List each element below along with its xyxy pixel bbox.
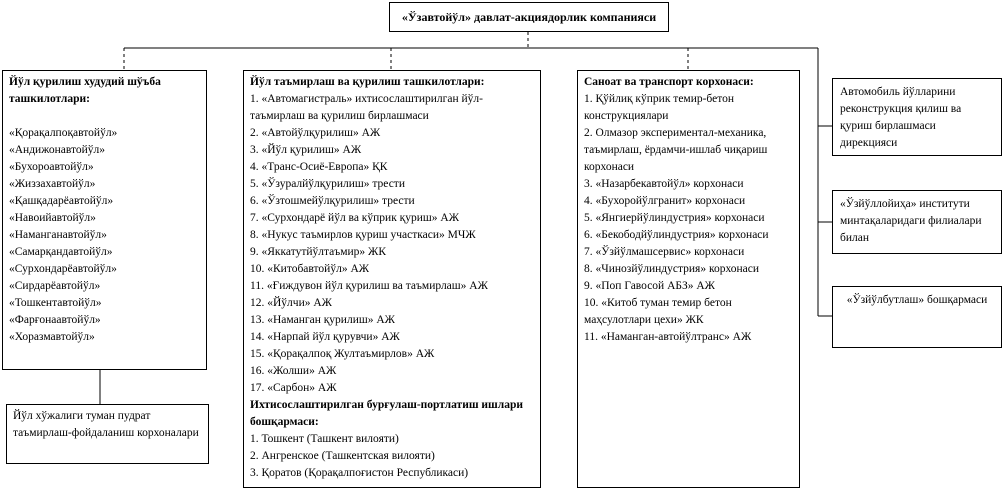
list-item: 7. «Сурхондарё йўл ва кўприк қуриш» АЖ [250,212,459,224]
list-item: «Жиззахавтойўл» [9,178,96,190]
list-item: 16. «Жолши» АЖ [250,365,337,377]
list-item: «Сирдарёавтойўл» [9,280,101,292]
list-item: 8. «Чинозйўлиндустрия» корхонаси [584,263,760,275]
repair-construction-box [243,70,541,488]
district-enterprises-box: Йўл хўжалиги туман пудрат таъмирлаш-фойдаланиш корхоналари [6,404,209,464]
list-item: «Фарғонаавтойўл» [9,314,101,326]
list-item: 1. Тошкент (Ташкент вилояти) [250,433,399,445]
regional-list [9,125,200,346]
repair-header: Йўл таъмирлаш ва қурилиш ташкилотлари: [250,76,485,88]
list-item: 8. «Нукус таъмирлов қуриш участкаси» МЧЖ [250,229,476,241]
list-item: 17. «Сарбон» АЖ [250,382,337,394]
list-item: 9. «Поп Гавосой АБЗ» АЖ [584,280,715,292]
industry-header: Саноат ва транспорт корхонаси: [584,76,754,88]
list-item: «Наманганавтойўл» [9,229,107,241]
list-item: 1. Қўйлиқ кўприк темир-бетон конструкциялари [584,93,735,122]
list-item: «Самарқандавтойўл» [9,246,113,258]
list-item: 10. «Китобавтойўл» АЖ [250,263,370,275]
list-item: 9. «Яккатутйўлтаъмир» ЖК [250,246,387,258]
drilling-header: Ихтисослаштирилган бурғулаш-портлатиш ишлари бошқармаси: [250,399,523,428]
list-item: 6. «Бекободйўлиндустрия» корхонаси [584,229,769,241]
company-title: «Ўзавтойўл» давлат-акциядорлик компанияси [389,2,669,32]
reconstruction-directorate-box: Автомобиль йўлларини реконструкция қилиш ва қуриш бирлашмаси дирекцияси [832,78,1002,156]
list-item: 2. «Автойўлқурилиш» АЖ [250,127,381,139]
list-item: «Бухороавтойўл» [9,161,94,173]
regional-organizations-box [2,70,207,370]
supply-department-label: «Ўзйўлбутлаш» бошқармаси [846,294,988,306]
list-item: 1. «Автомагистраль» ихтисослаштирилган йўл-таъмирлаш ва қурилиш бирлашмаси [250,93,483,122]
list-item: 13. «Наманган қурилиш» АЖ [250,314,395,326]
list-item: 3. Қоратов (Қорақалпоғистон Республикаси) [250,467,469,479]
list-item: 15. «Қорақалпоқ Жултаъмирлов» АЖ [250,348,435,360]
regional-header: Йўл қурилиш худудий шўъба ташкилотлари: [9,76,161,105]
supply-department-box [832,286,1002,348]
list-item: 11. «Ғиждувон йўл қурилиш ва таъмирлаш» АЖ [250,280,488,292]
list-item: «Андижонавтойўл» [9,144,106,156]
list-item: 10. «Китоб туман темир бетон маҳсулотлари цехи» ЖК [584,297,732,326]
list-item: 7. «Ўзйўлмашсервис» корхонаси [584,246,745,258]
design-institute-box: «Ўзйўллойиҳа» институти минтақаларидаги филиалари билан [832,190,1002,254]
list-item: 6. «Ўзтошмейўлқурилиш» трести [250,195,415,207]
list-item: «Хоразмавтойўл» [9,331,95,343]
list-item: «Тошкентавтойўл» [9,297,102,309]
list-item: 4. «Транс-Осиё-Европа» ҚК [250,161,388,173]
list-item: 2. Ангренское (Ташкентская вилояти) [250,450,435,462]
list-item: 14. «Нарпай йўл қурувчи» АЖ [250,331,400,343]
list-item: 5. «Ўзуралйўлқурилиш» трести [250,178,405,190]
list-item: «Қорақалпоқавтойўл» [9,127,118,139]
list-item: 11. «Наманган-автойўлтранс» АЖ [584,331,752,343]
list-item: 12. «Йўлчи» АЖ [250,297,332,309]
list-item: 3. «Йўл қурилиш» АЖ [250,144,362,156]
list-item: «Навоийавтойўл» [9,212,96,224]
list-item: 3. «Назарбекавтойўл» корхонаси [584,178,744,190]
list-item: 5. «Янгиерйўлиндустрия» корхонаси [584,212,765,224]
list-item: 4. «Бухоройўлгранит» корхонаси [584,195,746,207]
industry-transport-box [577,70,800,488]
list-item: 2. Олмазор экспериментал-механика, таъмирлаш, ёрдамчи-ишлаб чиқариш корхонаси [584,127,768,173]
list-item: «Қашқадарёавтойўл» [9,195,114,207]
list-item: «Сурхондарёавтойўл» [9,263,117,275]
